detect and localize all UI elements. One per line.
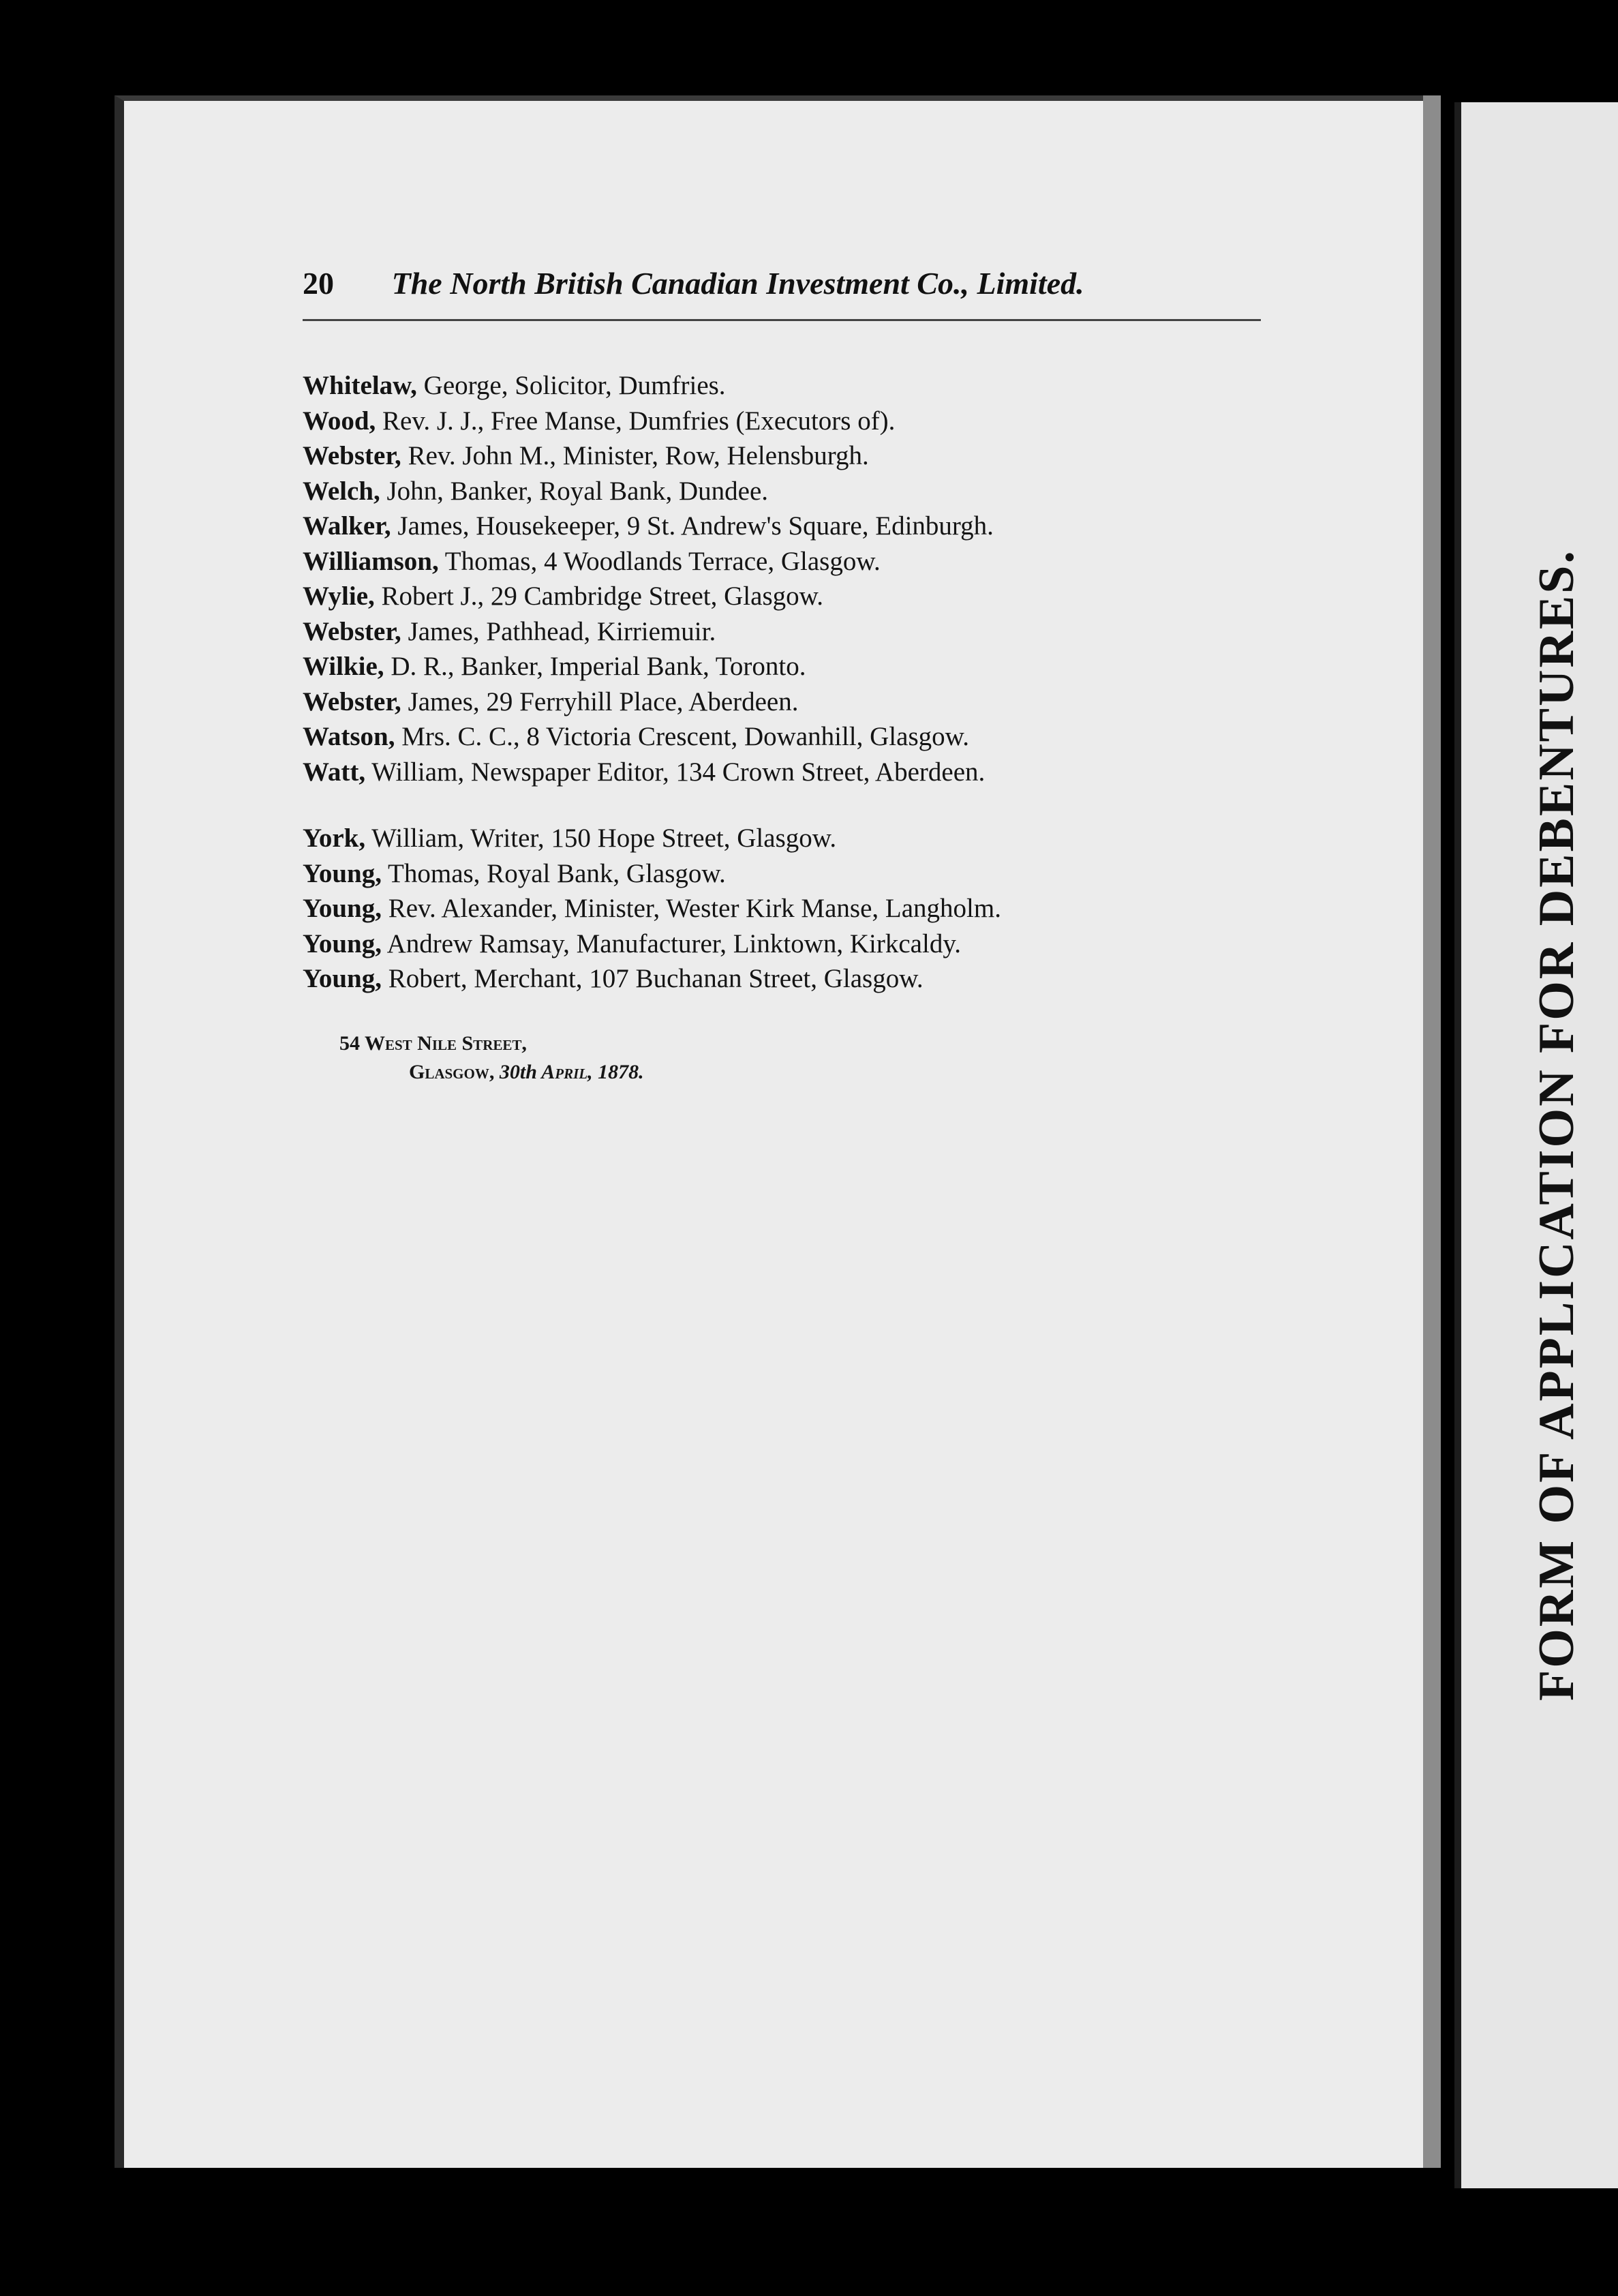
- document-date: [500, 1061, 644, 1083]
- list-item: [303, 719, 1270, 755]
- entry-details: D. R., Banker, Imperial Bank, Toronto.: [384, 652, 806, 681]
- entry-surname: Young,: [303, 928, 382, 958]
- shareholder-list-y: [303, 821, 1270, 997]
- entry-surname: York,: [303, 824, 366, 853]
- entry-details: John, Banker, Royal Bank, Dundee.: [380, 476, 769, 506]
- shareholder-list-w: [303, 368, 1270, 789]
- entry-surname: Young,: [303, 894, 382, 923]
- list-item: [303, 821, 1270, 856]
- list-item: [303, 404, 1270, 439]
- entry-details: Robert, Merchant, 107 Buchanan Street, Glasgow.: [381, 964, 924, 993]
- list-item: [303, 438, 1270, 474]
- entry-surname: Young,: [303, 858, 382, 888]
- entry-details: Mrs. C. C., 8 Victoria Crescent, Dowanhill, Glasgow.: [395, 722, 970, 751]
- entry-details: James, Pathhead, Kirriemuir.: [401, 616, 716, 646]
- page-header: [303, 265, 1257, 301]
- entry-details: George, Solicitor, Dumfries.: [416, 371, 726, 400]
- list-item: [303, 961, 1270, 997]
- list-item: [303, 368, 1270, 404]
- list-item: [303, 544, 1270, 579]
- entry-details: Rev. J. J., Free Manse, Dumfries (Executors of).: [376, 406, 896, 436]
- list-item: [303, 856, 1270, 892]
- date-day: 30th: [499, 1061, 537, 1083]
- entry-surname: Wood,: [303, 406, 376, 436]
- entry-details: James, Housekeeper, 9 St. Andrew's Square, Edinburgh.: [391, 511, 994, 541]
- date-month-year: April, 1878.: [541, 1061, 644, 1083]
- entry-surname: Welch,: [303, 476, 380, 506]
- header-rule: [303, 319, 1261, 321]
- page-edge: [1423, 95, 1441, 2168]
- office-address-line: [409, 1061, 644, 1084]
- office-city: Glasgow,: [409, 1061, 495, 1083]
- entry-details: Rev. Alexander, Minister, Wester Kirk Manse, Langholm.: [381, 894, 1001, 923]
- entry-details: Rev. John M., Minister, Row, Helensburgh.: [401, 441, 869, 470]
- page-title: The North British Canadian Investment Co., Limited.: [391, 266, 1084, 301]
- entry-details: William, Newspaper Editor, 134 Crown Street, Aberdeen.: [365, 757, 986, 787]
- entry-surname: Williamson,: [303, 546, 439, 576]
- entry-surname: Webster,: [303, 441, 401, 470]
- entry-details: Robert J., 29 Cambridge Street, Glasgow.: [374, 581, 823, 611]
- office-address-street: 54 West Nile Street,: [339, 1032, 527, 1055]
- list-item: [303, 891, 1270, 926]
- entry-surname: Webster,: [303, 616, 401, 646]
- list-item: [303, 579, 1270, 614]
- list-item: [303, 684, 1270, 720]
- list-item: [303, 614, 1270, 650]
- entry-details: Thomas, Royal Bank, Glasgow.: [381, 858, 726, 888]
- entry-surname: Watt,: [303, 757, 366, 787]
- next-page-title: FORM OF APPLICATION FOR DEBENTURES.: [1529, 549, 1585, 1701]
- entry-surname: Wylie,: [303, 581, 375, 611]
- list-item: [303, 509, 1270, 544]
- entry-details: Andrew Ramsay, Manufacturer, Linktown, Kirkcaldy.: [381, 928, 962, 958]
- list-item: [303, 649, 1270, 684]
- entry-surname: Watson,: [303, 722, 395, 751]
- entry-surname: Webster,: [303, 686, 401, 716]
- entry-surname: Whitelaw,: [303, 371, 417, 400]
- entry-surname: Walker,: [303, 511, 391, 541]
- entry-surname: Wilkie,: [303, 652, 384, 681]
- list-item: [303, 926, 1270, 962]
- list-item: [303, 474, 1270, 509]
- entry-details: William, Writer, 150 Hope Street, Glasgow.: [365, 824, 837, 853]
- entry-details: James, 29 Ferryhill Place, Aberdeen.: [401, 686, 799, 716]
- page-number: 20: [303, 266, 334, 301]
- entry-surname: Young,: [303, 964, 382, 993]
- list-item: [303, 755, 1270, 790]
- entry-details: Thomas, 4 Woodlands Terrace, Glasgow.: [438, 546, 881, 576]
